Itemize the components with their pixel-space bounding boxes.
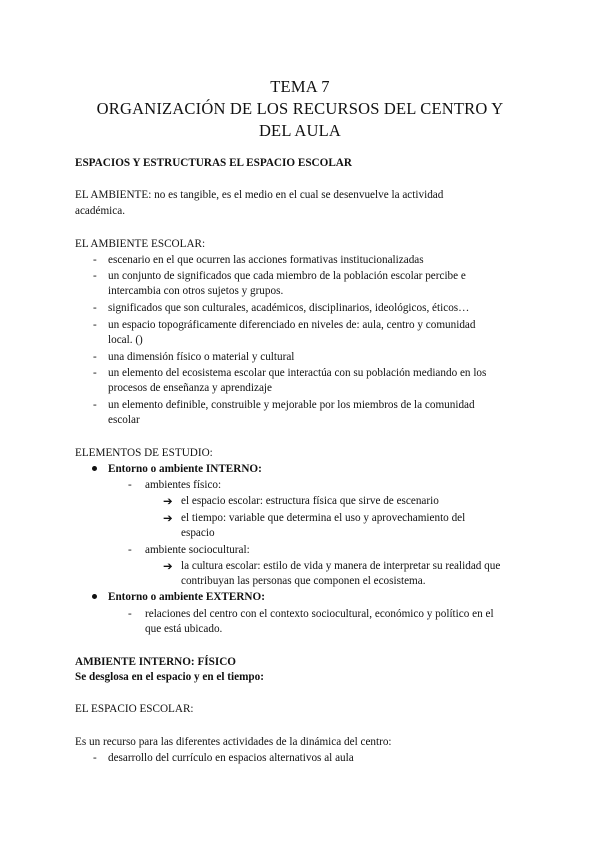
ambiente-definition-line-1: EL AMBIENTE: no es tangible, es el medio en el cual se desenvuelve la actividad — [75, 189, 444, 201]
externo-item: relaciones del centro con el contexto sociocultural, económico y político en el — [145, 608, 494, 620]
list-item-continuation: intercambia con otros sujetos y grupos. — [108, 285, 284, 297]
title-line-2: ORGANIZACIÓN DE LOS RECURSOS DEL CENTRO Y — [96, 99, 504, 118]
bullet-dot — [92, 594, 97, 599]
bullet-dash: - — [128, 479, 132, 491]
arrow-right-icon: ➔ — [163, 559, 173, 573]
sociocultural-item-continuation: contribuyan las personas que componen el ecosistema. — [181, 575, 426, 587]
bullet-dash: - — [93, 367, 97, 379]
list-item-continuation: local. () — [108, 334, 143, 346]
bullet-dash: - — [93, 270, 97, 282]
sociocultural-item: la cultura escolar: estilo de vida y manera de interpretar su realidad que — [181, 560, 501, 572]
bullet-dash: - — [93, 319, 97, 331]
interno-fisico-heading: AMBIENTE INTERNO: FÍSICO — [75, 656, 237, 668]
bullet-dash: - — [93, 399, 97, 411]
bullet-dash: - — [93, 302, 97, 314]
fisico-item: el tiempo: variable que determina el uso y aprovechamiento del — [181, 512, 466, 524]
list-item: escenario en el que ocurren las acciones formativas institucionalizadas — [108, 254, 424, 266]
ambiente-definition-line-2: académica. — [75, 205, 125, 217]
sociocultural-label: ambiente sociocultural: — [145, 544, 250, 556]
title-line-1: TEMA 7 — [270, 77, 330, 96]
list-item-continuation: escolar — [108, 414, 140, 426]
list-item: una dimensión físico o material y cultural — [108, 351, 295, 363]
bullet-dash: - — [93, 351, 97, 363]
interno-label: Entorno o ambiente INTERNO: — [108, 463, 262, 475]
fisico-item-continuation: espacio — [181, 527, 215, 539]
externo-label: Entorno o ambiente EXTERNO: — [108, 591, 265, 603]
elementos-heading: ELEMENTOS DE ESTUDIO: — [75, 447, 213, 459]
arrow-right-icon: ➔ — [163, 511, 173, 525]
section-heading: ESPACIOS Y ESTRUCTURAS EL ESPACIO ESCOLAR — [75, 157, 352, 169]
espacio-escolar-heading: EL ESPACIO ESCOLAR: — [75, 703, 194, 715]
list-item-continuation: procesos de enseñanza y aprendizaje — [108, 382, 272, 394]
title-block — [0, 76, 600, 142]
bullet-dash: - — [93, 752, 97, 764]
interno-fisico-subheading: Se desglosa en el espacio y en el tiempo: — [75, 671, 264, 683]
list-item: un conjunto de significados que cada miembro de la población escolar percibe e — [108, 270, 466, 282]
title-line-3: DEL AULA — [258, 121, 342, 140]
bullet-dot — [92, 466, 97, 471]
ambiente-escolar-heading: EL AMBIENTE ESCOLAR: — [75, 238, 206, 250]
externo-item-continuation: que está ubicado. — [145, 623, 223, 635]
fisico-label: ambientes físico: — [145, 479, 222, 491]
list-item: un espacio topográficamente diferenciado en niveles de: aula, centro y comunidad — [108, 319, 476, 331]
list-item: desarrollo del currículo en espacios alternativos al aula — [108, 752, 354, 764]
list-item: un elemento del ecosistema escolar que interactúa con su población mediando en los — [108, 367, 487, 379]
recurso-line: Es un recurso para las diferentes actividades de la dinámica del centro: — [75, 736, 392, 748]
bullet-dash: - — [93, 254, 97, 266]
list-item: un elemento definible, construible y mejorable por los miembros de la comunidad — [108, 399, 475, 411]
fisico-item: el espacio escolar: estructura física que sirve de escenario — [181, 495, 439, 507]
bullet-dash: - — [128, 544, 132, 556]
bullet-dash: - — [128, 608, 132, 620]
list-item: significados que son culturales, académicos, disciplinarios, ideológicos, éticos… — [108, 302, 470, 314]
arrow-right-icon: ➔ — [163, 494, 173, 508]
